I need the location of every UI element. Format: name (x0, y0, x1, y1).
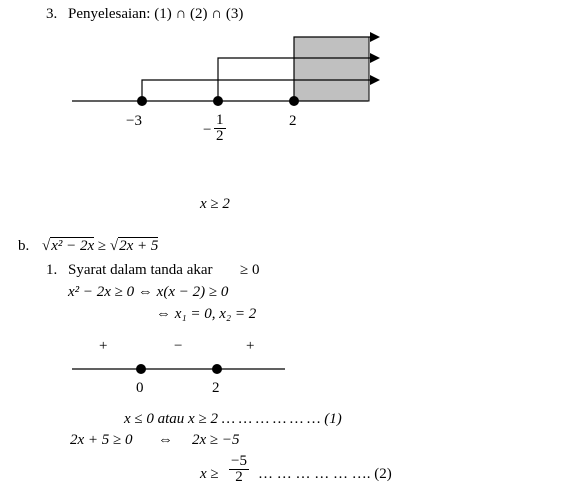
line3-arrow: ⇔ (158, 432, 173, 448)
solution-2-tail: … … … … … …. (2) (258, 466, 392, 482)
point-2 (289, 96, 299, 106)
label-2: 2 (212, 380, 220, 396)
sqrt-lhs: x² − 2x (51, 238, 95, 254)
solution-2-fraction (229, 454, 249, 485)
sqrt-sign-icon: √ (109, 238, 119, 254)
part-b-inequality (42, 238, 158, 255)
fraction-denominator: 2 (216, 128, 224, 144)
step1-number: 1. (46, 262, 58, 278)
label-0: 0 (136, 380, 144, 396)
sign-minus: − (174, 338, 183, 354)
sqrt-sign-icon: √ (42, 238, 51, 254)
line-roots: ⇔ x₁ = 0, x₂ = 2 (156, 306, 257, 322)
point-minus-half (213, 96, 223, 106)
step1-condition: ≥ 0 (240, 262, 260, 278)
tick-label-minus-sign: − (203, 122, 212, 138)
arrow-head-icon (370, 75, 380, 85)
line3-left: 2x + 5 ≥ 0 (70, 432, 133, 448)
point-2-bottom (212, 364, 222, 374)
part-b-letter: b. (18, 238, 30, 254)
item3-heading: Penyelesaian: (1) ∩ (2) ∩ (3) (68, 6, 244, 22)
sign-plus-left: + (99, 338, 108, 354)
inequality-op: ≥ (97, 238, 107, 254)
shaded-solution-region (294, 37, 369, 101)
arrow-head-icon (370, 53, 380, 63)
fraction-numerator: 1 (216, 112, 224, 128)
tick-label-2: 2 (289, 113, 297, 129)
line3-right: 2x ≥ −5 (192, 432, 240, 448)
item3-result: x ≥ 2 (200, 196, 230, 212)
tick-label-minus3: −3 (126, 113, 142, 129)
point-0 (136, 364, 146, 374)
tick-label-half (214, 113, 226, 144)
arrow-head-icon (370, 32, 380, 42)
sign-plus-right: + (246, 338, 255, 354)
line-factor: x² − 2x ≥ 0 ⇔ x(x − 2) ≥ 0 (68, 284, 229, 300)
sqrt-rhs: 2x + 5 (119, 238, 159, 254)
fraction-numerator: −5 (231, 453, 247, 469)
item3-number: 3. (46, 6, 58, 22)
step1-text: Syarat dalam tanda akar (68, 262, 213, 278)
point-minus3 (137, 96, 147, 106)
solution-2-lhs: x ≥ (200, 466, 219, 482)
fraction-denominator: 2 (235, 469, 243, 485)
solution-1: x ≤ 0 atau x ≥ 2 … … … … … … (1) (124, 411, 342, 427)
